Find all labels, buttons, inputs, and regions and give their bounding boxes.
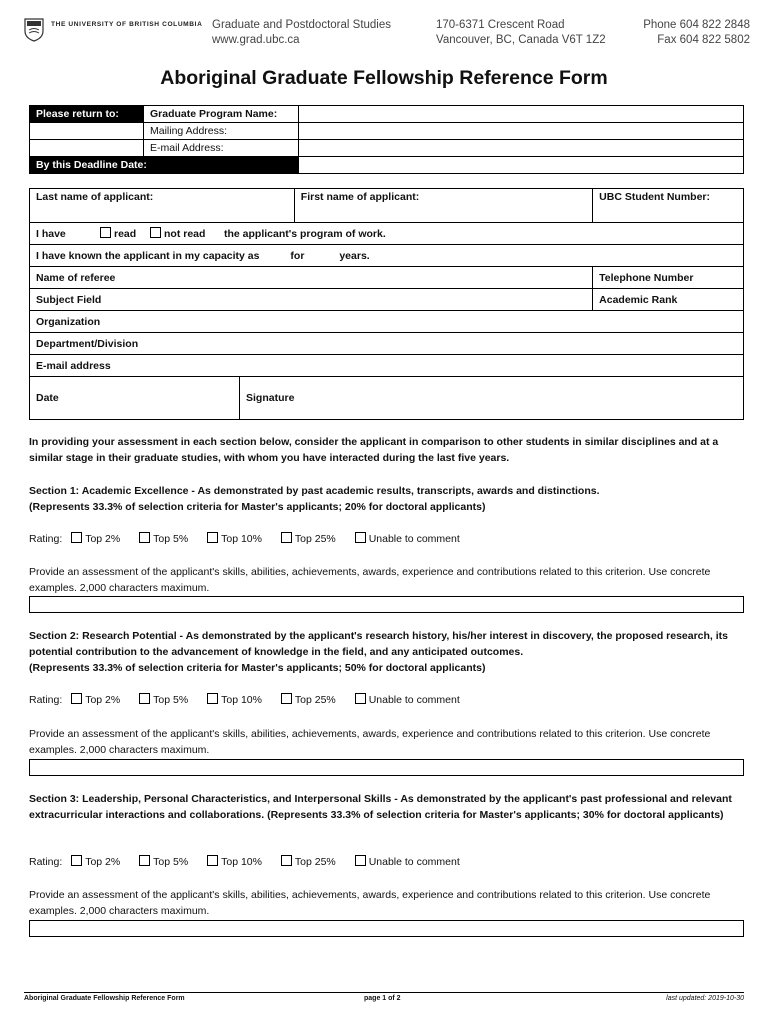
rating-option[interactable] [139, 532, 188, 545]
section-3-heading [29, 791, 749, 823]
applicant-referee-table [29, 188, 744, 420]
form-title: Aboriginal Graduate Fellowship Reference Form [160, 67, 608, 89]
rating-checkbox[interactable] [139, 855, 150, 866]
rating-option[interactable] [139, 693, 188, 706]
last-name-field[interactable] [30, 189, 295, 223]
rating-checkbox[interactable] [281, 855, 292, 866]
please-return-label: Please return to: [30, 106, 144, 123]
rating-option[interactable] [281, 855, 336, 868]
page-footer [24, 992, 744, 1002]
subject-field-label: Subject Field [36, 293, 102, 306]
section-1-assessment-field[interactable] [29, 596, 744, 613]
department-info [212, 18, 391, 48]
not-read-label: not read [164, 228, 206, 240]
signature-label: Signature [246, 392, 295, 404]
rating-option-label: Top 2% [85, 856, 121, 868]
rating-checkbox[interactable] [355, 855, 366, 866]
department-field[interactable] [30, 333, 744, 355]
rating-checkbox[interactable] [207, 693, 218, 704]
university-name: THE UNIVERSITY OF BRITISH COLUMBIA [51, 21, 203, 28]
rating-checkbox[interactable] [139, 693, 150, 704]
rating-option[interactable] [71, 532, 120, 545]
section-1-criteria: (Represents 33.3% of selection criteria for Master's applicants; 20% for doctoral applicants) [29, 501, 486, 513]
section-1-title: Section 1: Academic Excellence - As demonstrated by past academic results, transcripts, awards and distinctions. [29, 485, 600, 497]
program-of-work-label: the applicant's program of work. [224, 228, 386, 240]
program-name-field[interactable] [299, 106, 744, 123]
intro-instructions: In providing your assessment in each section below, consider the applicant in comparison to other students in similar disciplines and at a similar stage in their graduate studies, with whom you have interacted during the last five years. [29, 436, 719, 464]
not-read-checkbox[interactable] [150, 227, 161, 238]
contact-info [643, 18, 750, 48]
last-name-label: Last name of applicant: [36, 191, 154, 203]
known-as-label: I have known the applicant in my capacity as [36, 249, 260, 262]
rating-option[interactable] [281, 532, 336, 545]
i-have-label: I have [36, 228, 66, 240]
student-number-field[interactable] [593, 189, 744, 223]
date-label: Date [36, 392, 59, 404]
rating-checkbox[interactable] [207, 532, 218, 543]
section-2-heading [29, 628, 749, 676]
signature-field[interactable] [240, 377, 744, 420]
rating-option-label: Top 5% [153, 694, 189, 706]
ubc-crest-icon [24, 18, 44, 42]
referee-name-label: Name of referee [36, 271, 116, 284]
email-address-label: E-mail Address: [144, 140, 299, 157]
section-1-rating [29, 532, 476, 545]
rating-checkbox[interactable] [139, 532, 150, 543]
academic-rank-field[interactable] [593, 289, 744, 311]
footer-page-number: page 1 of 2 [364, 995, 401, 1002]
referee-name-field[interactable] [30, 267, 593, 289]
rating-label: Rating: [29, 694, 63, 706]
read-label: read [114, 228, 137, 240]
rating-option-label: Top 10% [221, 856, 262, 868]
section-3-rating [29, 855, 476, 868]
address-line-1: 170-6371 Crescent Road [436, 19, 565, 31]
mailing-address-label: Mailing Address: [144, 123, 299, 140]
section-3-assessment-field[interactable] [29, 920, 744, 937]
section-1-heading [29, 483, 749, 515]
rating-checkbox[interactable] [71, 855, 82, 866]
footer-last-updated: last updated: 2019-10-30 [666, 995, 744, 1002]
return-to-table [29, 105, 744, 174]
rating-option[interactable] [71, 693, 120, 706]
fax-number: Fax 604 822 5802 [657, 34, 750, 46]
section-3-prompt: Provide an assessment of the applicant's skills, abilities, achievements, awards, experience and contributions related to this criterion. Use concrete examples. 2,000 characters maximum. [29, 889, 711, 917]
rating-option-label: Unable to comment [368, 694, 460, 706]
department-label: Department/Division [36, 337, 139, 350]
first-name-label: First name of applicant: [300, 191, 420, 203]
academic-rank-label: Academic Rank [599, 293, 678, 306]
deadline-field[interactable] [299, 157, 744, 174]
telephone-label: Telephone Number [599, 271, 694, 284]
blank-cell [30, 123, 144, 140]
rating-option[interactable] [281, 693, 336, 706]
first-name-field[interactable] [294, 189, 592, 223]
rating-option-label: Top 25% [294, 856, 336, 868]
rating-option[interactable] [207, 532, 262, 545]
footer-form-name: Aboriginal Graduate Fellowship Reference Form [24, 995, 185, 1002]
address-info [436, 18, 606, 48]
rating-option-label: Unable to comment [368, 533, 460, 545]
rating-option-label: Top 5% [153, 533, 189, 545]
telephone-field[interactable] [593, 267, 744, 289]
rating-option[interactable] [355, 855, 460, 868]
email-label: E-mail address [36, 359, 111, 372]
rating-option-label: Top 10% [221, 694, 262, 706]
section-3-title: Section 3: Leadership, Personal Characteristics, and Interpersonal Skills - As demonstrated by the applicant's past professional and relevant extracurricular interactions and collaborations. (Represents 33.3% of selection criteria for Master's applicants; 30% for doctoral applicants) [29, 793, 732, 821]
date-field[interactable] [30, 377, 240, 420]
section-2-prompt: Provide an assessment of the applicant's skills, abilities, achievements, awards, experience and contributions related to this criterion. Use concrete examples. 2,000 characters maximum. [29, 728, 711, 756]
rating-option-label: Top 5% [153, 856, 189, 868]
for-label: for [290, 249, 305, 262]
years-label: years. [339, 249, 370, 262]
email-field[interactable] [30, 355, 744, 377]
rating-option-label: Top 2% [85, 694, 121, 706]
rating-checkbox[interactable] [355, 693, 366, 704]
rating-checkbox[interactable] [207, 855, 218, 866]
rating-option[interactable] [71, 855, 120, 868]
known-applicant-row[interactable] [30, 245, 744, 267]
rating-option[interactable] [355, 693, 460, 706]
mailing-address-field[interactable] [299, 123, 744, 140]
rating-option[interactable] [139, 855, 188, 868]
rating-label: Rating: [29, 533, 63, 545]
phone-number: Phone 604 822 2848 [643, 19, 750, 31]
blank-cell [30, 140, 144, 157]
student-number-label: UBC Student Number: [599, 191, 710, 203]
rating-option-label: Top 25% [294, 694, 336, 706]
rating-checkbox[interactable] [355, 532, 366, 543]
section-2-criteria: (Represents 33.3% of selection criteria for Master's applicants; 50% for doctoral applicants) [29, 662, 486, 674]
subject-field-field[interactable] [30, 289, 593, 311]
section-2-assessment-field[interactable] [29, 759, 744, 776]
read-checkbox[interactable] [100, 227, 111, 238]
department-url: www.grad.ubc.ca [212, 34, 300, 46]
letterhead [0, 0, 768, 56]
program-read-row [30, 223, 744, 245]
section-1-prompt: Provide an assessment of the applicant's skills, abilities, achievements, awards, experience and contributions related to this criterion. Use concrete examples. 2,000 characters maximum. [29, 566, 711, 594]
rating-option-label: Top 25% [294, 533, 336, 545]
email-address-field[interactable] [299, 140, 744, 157]
rating-option[interactable] [207, 855, 262, 868]
department-name: Graduate and Postdoctoral Studies [212, 19, 392, 31]
rating-checkbox[interactable] [281, 693, 292, 704]
rating-option[interactable] [207, 693, 262, 706]
organization-label: Organization [36, 315, 101, 328]
rating-label: Rating: [29, 856, 63, 868]
address-line-2: Vancouver, BC, Canada V6T 1Z2 [436, 34, 606, 46]
rating-checkbox[interactable] [281, 532, 292, 543]
organization-field[interactable] [30, 311, 744, 333]
rating-option-label: Top 2% [85, 533, 121, 545]
section-2-rating [29, 693, 476, 706]
rating-checkbox[interactable] [71, 532, 82, 543]
rating-option-label: Top 10% [221, 533, 262, 545]
deadline-label: By this Deadline Date: [30, 157, 299, 174]
rating-option[interactable] [355, 532, 460, 545]
program-name-label: Graduate Program Name: [144, 106, 299, 123]
rating-option-label: Unable to comment [368, 856, 460, 868]
section-2-title: Section 2: Research Potential - As demonstrated by the applicant's research history, his/her interest in discovery, the proposed research, its potential contribution to the advancement of knowledge in the field, and any anticipated outcomes. [29, 630, 729, 658]
rating-checkbox[interactable] [71, 693, 82, 704]
